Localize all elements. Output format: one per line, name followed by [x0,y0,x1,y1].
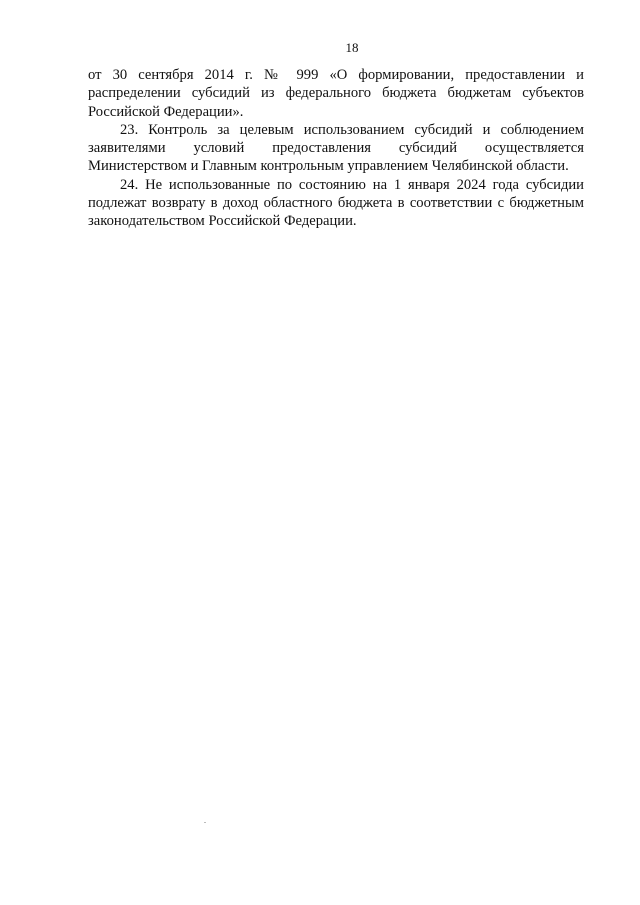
document-body [88,66,584,231]
paragraph-24: 24. Не использованные по состоянию на 1 января 2024 года субсидии подлежат возврату в доход областного бюджета в соответствии с бюджетным законодательством Российской Федерации. [88,176,584,230]
paragraph-23: 23. Контроль за целевым использованием субсидий и соблюдением заявителями условий предоставления субсидий осуществляется Министерством и Главным контрольным управлением Челябинской области. [88,121,584,175]
paragraph-continuation: от 30 сентября 2014 г. № 999 «О формировании, предоставлении и распределении субсидий из федерального бюджета бюджетам субъектов Российской Федерации». [88,67,584,120]
page-number: 18 [345,40,359,55]
scan-speck [204,822,206,823]
